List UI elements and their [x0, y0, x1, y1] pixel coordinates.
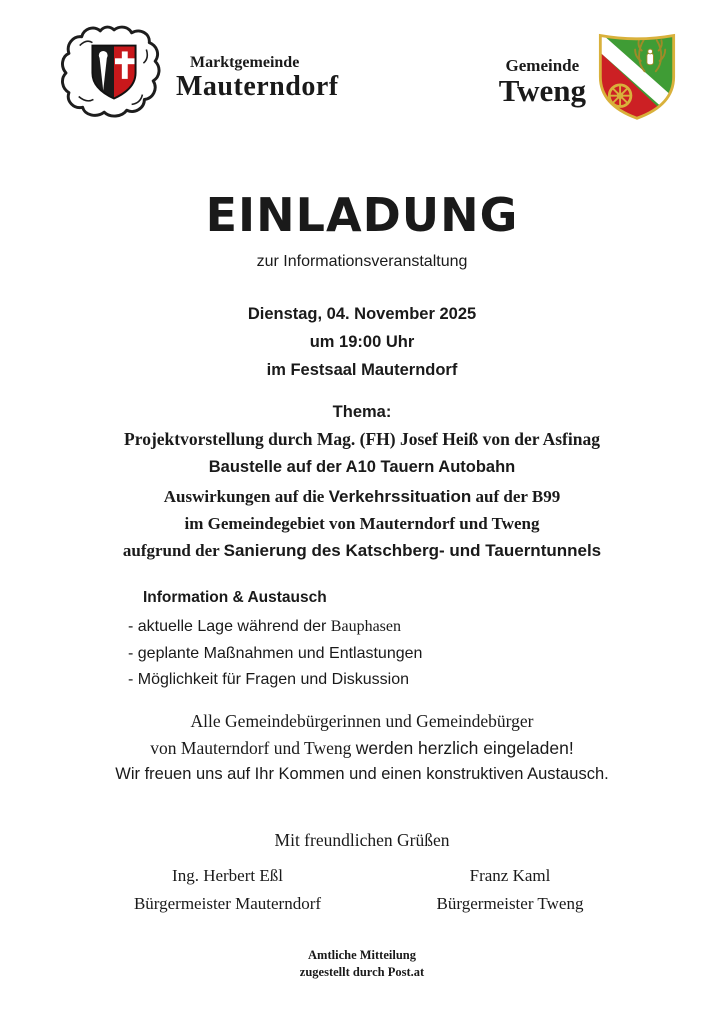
header-tweng — [499, 28, 680, 127]
signature-role: Bürgermeister Mauterndorf — [133, 894, 322, 913]
info-heading: Information & Austausch — [143, 589, 327, 606]
footer-note — [0, 947, 724, 981]
impact-line-3: aufgrund der Sanierung des Katschberg- und Tauerntunnels — [122, 541, 602, 560]
page-subtitle: zur Informationsveranstaltung — [256, 253, 468, 270]
footer-line-1: Amtliche Mitteilung — [308, 948, 416, 962]
event-location: im Festsaal Mauterndorf — [266, 361, 458, 379]
bullet-item: - aktuelle Lage während der Bauphasen — [128, 618, 401, 635]
invitation-line-2: von Mauterndorf und Tweng werden herzlich eingeladen! — [150, 738, 574, 758]
event-date: Dienstag, 04. November 2025 — [247, 305, 477, 323]
signature-name: Ing. Herbert Eßl — [172, 866, 283, 885]
footer-line-2: zugestellt durch Post.at — [299, 965, 425, 979]
bullet-item: - Möglichkeit für Fragen und Diskussion — [128, 671, 410, 688]
mauterndorf-crest-icon — [58, 24, 170, 127]
invitation-line-1: Alle Gemeindebürgerinnen und Gemeindebürger — [190, 711, 534, 731]
impact-line-2: im Gemeindegebiet von Mauterndorf und Tweng — [184, 514, 540, 533]
bullet-item: - geplante Maßnahmen und Entlastungen — [128, 644, 423, 662]
greeting-line: Mit freundlichen Grüßen — [274, 830, 450, 850]
tweng-crest-icon — [594, 28, 680, 127]
invitation-text — [0, 708, 724, 762]
signature-tweng — [375, 862, 645, 918]
signature-name: Franz Kaml — [469, 866, 551, 885]
impact-line-1: Auswirkungen auf die Verkehrssituation auf der B99 — [163, 487, 561, 506]
event-time: um 19:00 Uhr — [309, 333, 415, 351]
impact-section — [0, 483, 724, 564]
tweng-label-small: Gemeinde — [505, 56, 580, 76]
event-details — [0, 300, 724, 384]
info-bullet-list — [128, 614, 422, 694]
signature-mauterndorf — [95, 862, 360, 918]
welcome-line: Wir freuen uns auf Ihr Kommen und einen konstruktiven Austausch. — [115, 765, 609, 783]
page-title: EINLADUNG — [205, 188, 519, 242]
tweng-label-large: Tweng — [498, 73, 586, 109]
mauterndorf-label-small: Marktgemeinde — [190, 54, 300, 72]
header-mauterndorf — [58, 24, 339, 127]
signature-role: Bürgermeister Tweng — [436, 894, 584, 913]
mauterndorf-label-large: Mauterndorf — [176, 71, 339, 103]
topic-project-line: Baustelle auf der A10 Tauern Autobahn — [208, 458, 516, 476]
topic-section — [0, 399, 724, 480]
topic-presenter-line: Projektvorstellung durch Mag. (FH) Josef Heiß von der Asfinag — [124, 429, 600, 449]
topic-label: Thema: — [332, 403, 392, 421]
